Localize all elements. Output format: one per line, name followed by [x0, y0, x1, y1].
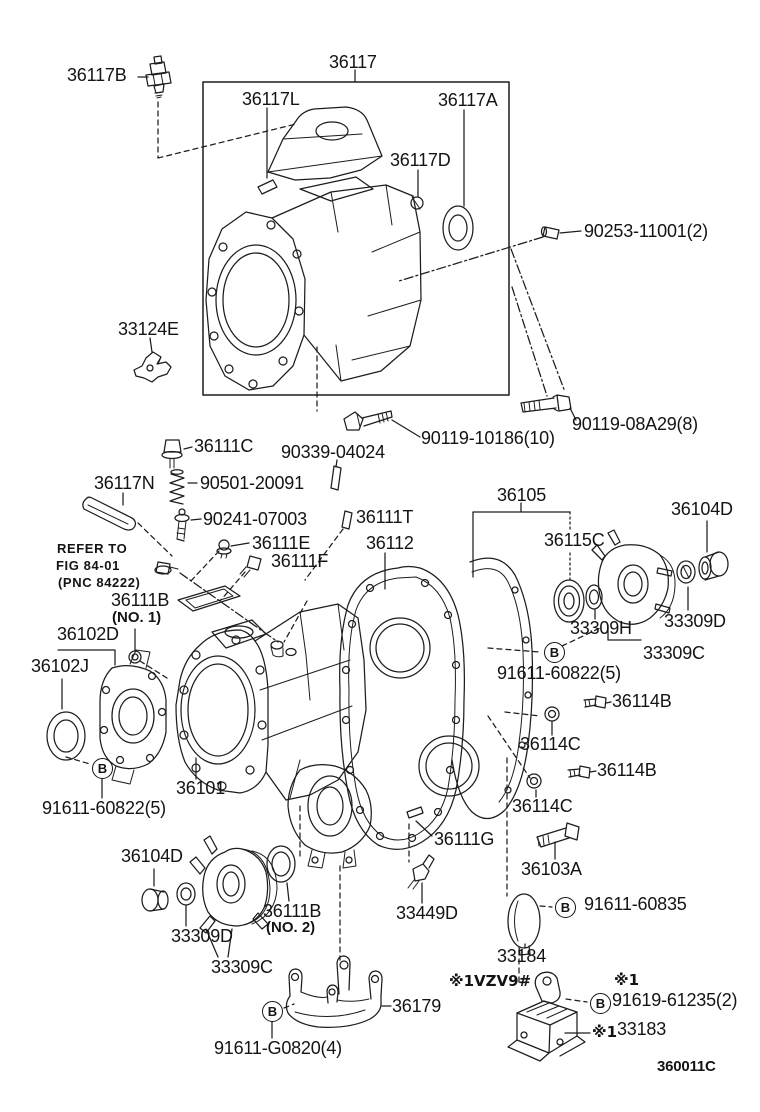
- part-label-36111T: 36111T: [356, 507, 414, 527]
- bolt-90119-10186-drawing: [344, 411, 420, 437]
- part-label-36111F: 36111F: [271, 551, 329, 571]
- bolt-36103A-drawing: [537, 823, 579, 847]
- bolt-90119-08A29-drawing: [521, 395, 576, 420]
- bolt-36114B-1-drawing: [584, 696, 611, 708]
- bearing-36115C-drawing: [554, 580, 584, 622]
- part-label-36103A: 36103A: [521, 859, 582, 879]
- tube-36117N-drawing: [83, 497, 136, 530]
- part-label-36114B-1: 36114B: [612, 691, 672, 711]
- part-label-36102J: 36102J: [31, 656, 89, 676]
- breather-33449D-drawing: [408, 855, 434, 889]
- part-label-36111C: 36111C: [194, 436, 254, 456]
- part-label-36115C: 36115C: [544, 530, 605, 550]
- part-label-91611-60822-right: 91611-60822(5): [497, 663, 621, 683]
- part-label-33184: 33184: [497, 946, 547, 966]
- part-label-36102D: 36102D: [57, 624, 119, 644]
- bracket-33124E-drawing: [134, 352, 171, 382]
- marker-b-bracket: B: [590, 993, 611, 1014]
- note-refer-to-line2: FIG 84-01: [56, 558, 120, 573]
- part-label-36111B-no2-suffix: (NO. 2): [266, 919, 316, 936]
- part-label-36111G: 36111G: [434, 829, 495, 849]
- bolt-36111E-drawing: [217, 540, 249, 558]
- part-label-36111B-no1: 36111B: [111, 590, 170, 610]
- note-refer-to-line3: (PNC 84222): [58, 575, 141, 590]
- plug-36104D-right-drawing: [699, 552, 728, 580]
- part-label-36117A: 36117A: [438, 90, 498, 110]
- part-label-36101: 36101: [176, 778, 226, 798]
- shift-retainer-drawing: [268, 107, 382, 180]
- part-label-36117L: 36117L: [242, 89, 300, 109]
- adaptor-case-drawing: [206, 177, 421, 390]
- part-label-36112: 36112: [366, 533, 414, 553]
- part-label-36117D: 36117D: [390, 150, 451, 170]
- part-label-90253-11001: 90253-11001(2): [584, 221, 708, 241]
- part-label-90119-10186: 90119-10186(10): [421, 428, 555, 448]
- part-label-36111E: 36111E: [252, 533, 311, 553]
- knock-pin-90253-drawing: [542, 227, 582, 239]
- bolt-90241-drawing: [175, 509, 201, 541]
- note-applicability-vzv9: ※1VZV9#: [449, 972, 532, 990]
- pin-36117L-drawing: [258, 180, 277, 194]
- bolt-36114B-2-drawing: [568, 766, 596, 778]
- cover-36105-drawing: [419, 558, 533, 818]
- seal-36102J-drawing: [47, 712, 85, 760]
- marker-b-right: B: [544, 642, 565, 663]
- bolt-pnc84222-drawing: [155, 562, 178, 574]
- pin-36111T-drawing: [342, 511, 352, 529]
- part-label-33309D-bottom: 33309D: [171, 926, 233, 946]
- note-refer-to-line1: REFER TO: [57, 541, 128, 556]
- part-label-33183: 33183: [617, 1019, 667, 1039]
- part-label-90241-07003: 90241-07003: [203, 509, 307, 529]
- part-label-33124E: 33124E: [118, 319, 179, 339]
- note-star1-bottom: ※1: [592, 1023, 618, 1041]
- part-label-36111B-no1-suffix: (NO. 1): [112, 609, 162, 626]
- spring-90501-drawing: [170, 470, 197, 504]
- pin-90339-drawing: [331, 460, 341, 490]
- part-label-33449D: 33449D: [396, 903, 458, 923]
- part-label-36111B-no2: 36111B: [263, 901, 322, 921]
- part-label-36114B-2: 36114B: [597, 760, 657, 780]
- part-label-33309C-right: 33309C: [643, 643, 705, 663]
- washer-36114C-1-drawing: [545, 707, 559, 721]
- part-label-36117B: 36117B: [67, 65, 127, 85]
- part-label-33309D-right: 33309D: [664, 611, 726, 631]
- marker-b-bottom: B: [262, 1001, 283, 1022]
- part-label-36117: 36117: [329, 52, 377, 72]
- part-label-36117N: 36117N: [94, 473, 155, 493]
- part-label-33309C-bottom: 33309C: [211, 957, 273, 977]
- washer-33309D-right-drawing: [677, 561, 695, 583]
- part-label-91611-60835: 91611-60835: [584, 894, 687, 914]
- pin-36111G-drawing: [407, 807, 423, 818]
- part-label-91619-61235: 91619-61235(2): [612, 990, 738, 1010]
- part-label-91611-60822-left: 91611-60822(5): [42, 798, 166, 818]
- transfer-case-36101-drawing: [176, 586, 371, 868]
- oil-seal-36117A-drawing: [443, 206, 473, 250]
- protector-36179-drawing: [286, 956, 382, 1027]
- part-label-36114C-2: 36114C: [512, 796, 573, 816]
- switch-36117B-drawing: [138, 56, 171, 98]
- note-star1-top: ※1: [614, 971, 640, 989]
- bolt-36111C-drawing: [162, 440, 192, 468]
- part-label-36114C-1: 36114C: [520, 734, 581, 754]
- part-label-90339-04024: 90339-04024: [281, 442, 385, 462]
- marker-b-left: B: [92, 758, 113, 779]
- part-label-36105: 36105: [497, 485, 547, 505]
- part-label-91611-G0820: 91611-G0820(4): [214, 1038, 342, 1058]
- part-label-90501-20091: 90501-20091: [200, 473, 304, 493]
- part-label-36104D-bottom: 36104D: [121, 846, 183, 866]
- part-label-36179: 36179: [392, 996, 442, 1016]
- clip-36117D-drawing: [411, 197, 423, 209]
- marker-b-damper: B: [555, 897, 576, 918]
- part-label-36104D-right: 36104D: [671, 499, 733, 519]
- part-label-90119-08A29: 90119-08A29(8): [572, 414, 698, 434]
- gasket-36112-drawing: [340, 567, 465, 850]
- figure-code: 360011C: [657, 1058, 716, 1075]
- part-label-33309H: 33309H: [570, 618, 632, 638]
- association-lines: [66, 102, 600, 1008]
